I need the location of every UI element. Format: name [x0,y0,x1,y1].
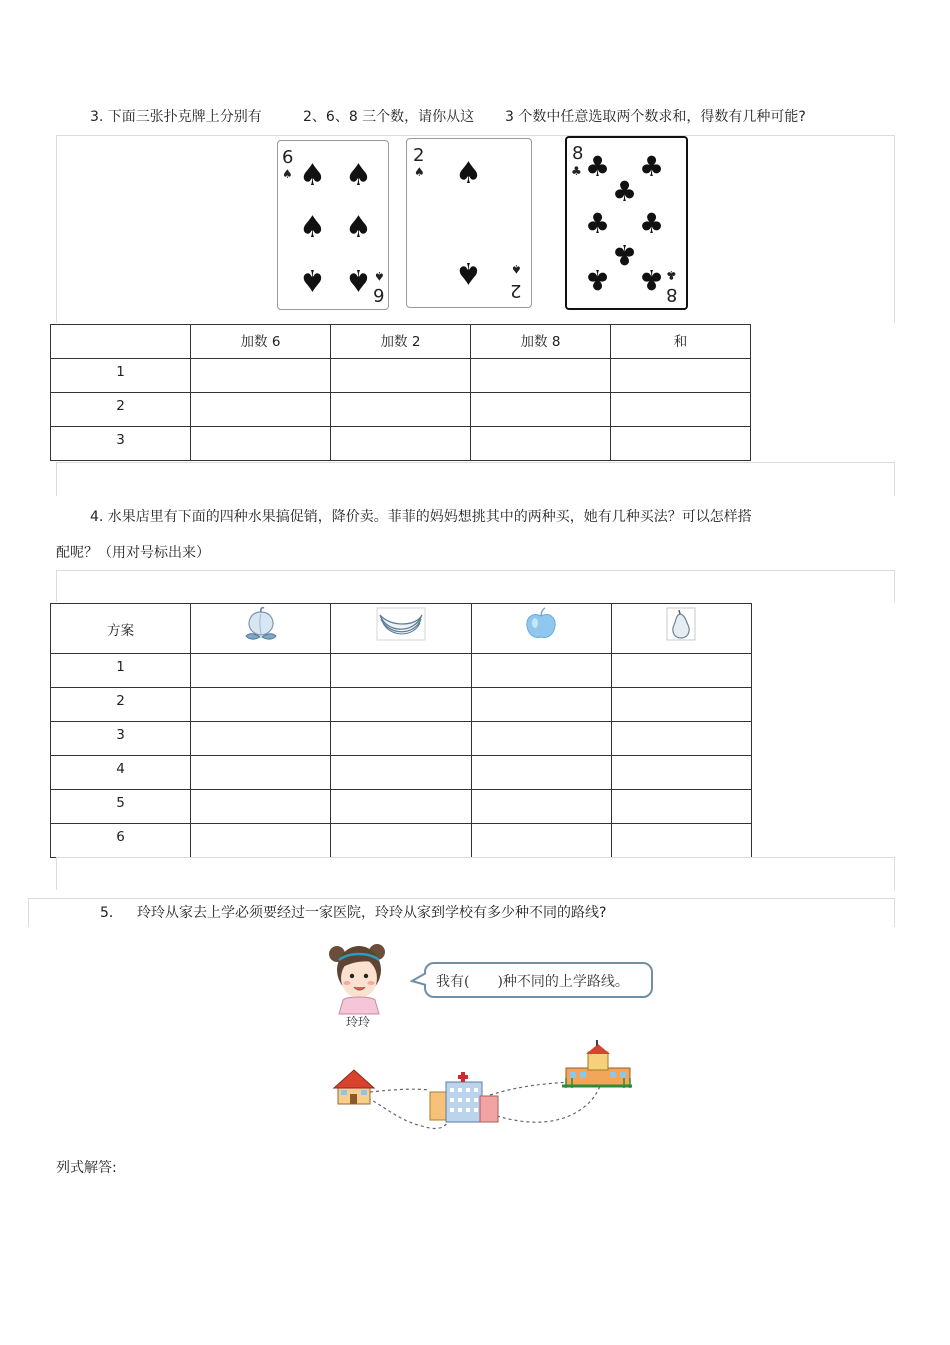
row-number: 5 [51,790,191,824]
fruit-header-apple [471,604,611,654]
table-row [51,359,751,393]
answer-cell[interactable] [611,654,751,688]
table-row [51,688,752,722]
house-icon [334,1070,374,1104]
row-number: 4 [51,756,191,790]
answer-cell[interactable] [191,393,331,427]
q4-text-line1: 4. 水果店里有下面的四种水果搞促销，降价卖。菲菲的妈妈想挑其中的两种买，她有几种买法？可以怎样搭 [90,509,752,525]
answer-cell[interactable] [331,359,471,393]
answer-cell[interactable] [471,393,611,427]
spade-icon: ♠ [345,158,372,193]
club-icon: ♣ [639,207,665,240]
answer-cell[interactable] [471,722,611,756]
table-row [51,427,751,461]
table-row [51,393,751,427]
q5-number: 5． [100,905,123,921]
table-header-cell: 加数 6 [191,325,331,359]
hospital-icon [430,1072,498,1122]
spade-icon: ♠ [345,210,372,245]
table-header-cell: 加数 2 [331,325,471,359]
spade-icon: ♠ [511,262,522,276]
playing-card-2-spades [406,138,532,308]
answer-cell[interactable] [611,427,751,461]
speech-bubble [424,962,653,998]
fruit-header-pear [611,604,751,654]
fruit-header-peach [191,604,331,654]
club-icon: ♣ [639,150,665,183]
playing-card-6-spades [277,140,389,310]
answer-cell[interactable] [331,393,471,427]
spade-icon: ♠ [345,262,372,297]
q4-answer-frame [56,857,895,890]
answer-cell[interactable] [191,359,331,393]
table-row [51,790,752,824]
card-rank: 8 [666,284,678,305]
row-number: 3 [51,722,191,756]
answer-cell[interactable] [611,688,751,722]
answer-cell[interactable] [611,359,751,393]
club-icon: ♣ [571,164,582,178]
q3-text-part1: 3. 下面三张扑克牌上分别有 [90,109,262,125]
answer-cell[interactable] [471,427,611,461]
spade-icon: ♠ [299,262,326,297]
table-header-cell [51,325,191,359]
answer-cell[interactable] [191,824,331,858]
club-icon: ♣ [585,150,611,183]
club-icon: ♣ [585,207,611,240]
answer-label: 列式解答: [56,1160,117,1176]
q3-text-part3: 3 个数中任意选取两个数求和，得数有几种可能? [505,109,806,125]
club-icon: ♣ [639,263,665,296]
answer-cell[interactable] [331,790,471,824]
q5-question-text: 玲玲从家去上学必须要经过一家医院，玲玲从家到学校有多少种不同的路线? [137,905,607,921]
row-number: 2 [51,688,191,722]
card-rank: 6 [373,284,385,305]
fruit-header-banana [331,604,471,654]
card-rank: 2 [413,145,425,166]
spade-icon: ♠ [299,158,326,193]
table-header-cell: 加数 8 [471,325,611,359]
row-number: 6 [51,824,191,858]
route-map [330,1040,635,1135]
answer-cell[interactable] [471,688,611,722]
speech-bubble-text: 我有( )种不同的上学路线。 [436,974,629,990]
card-rank: 2 [510,280,522,301]
answer-cell[interactable] [471,756,611,790]
spade-icon: ♠ [299,210,326,245]
club-icon: ♣ [612,175,638,208]
table-row [51,756,752,790]
row-number: 3 [51,427,191,461]
answer-cell[interactable] [471,654,611,688]
answer-cell[interactable] [191,790,331,824]
row-number: 1 [51,359,191,393]
q4-text-line2: 配呢？（用对号标出来） [56,545,210,561]
pear-icon [666,607,696,641]
club-icon: ♣ [612,238,638,271]
table-header-cell: 方案 [51,604,191,654]
table-row [51,722,752,756]
answer-cell[interactable] [191,688,331,722]
answer-cell[interactable] [471,790,611,824]
answer-cell[interactable] [331,722,471,756]
spade-icon: ♠ [455,255,482,290]
peach-icon [238,606,284,644]
club-icon: ♣ [666,268,677,282]
q3-answer-frame [56,462,895,496]
answer-cell[interactable] [331,427,471,461]
club-icon: ♣ [585,263,611,296]
row-number: 2 [51,393,191,427]
spade-icon: ♠ [374,269,385,283]
spade-icon: ♠ [414,165,425,179]
card-rank: 8 [572,143,584,164]
row-number: 1 [51,654,191,688]
answer-cell[interactable] [191,756,331,790]
girl-name-label: 玲玲 [346,1015,371,1029]
q4-image-frame [56,570,895,602]
answer-cell[interactable] [331,756,471,790]
answer-cell[interactable] [471,359,611,393]
answer-cell[interactable] [611,756,751,790]
q3-text-part2: 2、6、8 三个数，请你从这 [303,109,475,125]
answer-cell[interactable] [191,654,331,688]
apple-icon [521,606,561,642]
q3-sum-table [50,324,751,461]
card-rank: 6 [282,147,294,168]
answer-cell[interactable] [471,824,611,858]
answer-cell[interactable] [331,654,471,688]
spade-icon: ♠ [282,167,293,181]
spade-icon: ♠ [455,156,482,191]
table-header-cell: 和 [611,325,751,359]
table-row [51,654,752,688]
q4-fruit-table [50,603,752,858]
answer-cell[interactable] [191,427,331,461]
table-row [51,824,752,858]
answer-cell[interactable] [611,393,751,427]
answer-cell[interactable] [331,824,471,858]
banana-icon [376,607,426,641]
answer-cell[interactable] [611,790,751,824]
answer-cell[interactable] [611,722,751,756]
answer-cell[interactable] [611,824,751,858]
answer-cell[interactable] [191,722,331,756]
speech-bubble-tail [410,972,428,988]
playing-card-8-clubs [565,136,688,310]
answer-cell[interactable] [331,688,471,722]
school-icon [562,1040,632,1088]
